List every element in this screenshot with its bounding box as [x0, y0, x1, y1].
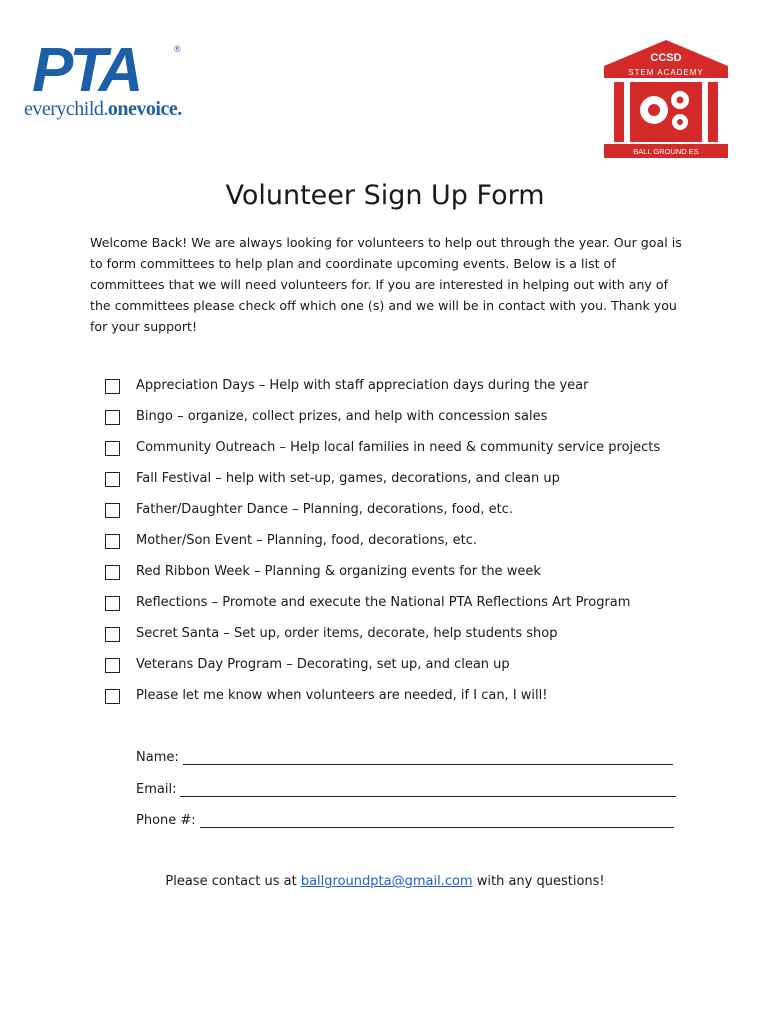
ccsd-logo-banner: STEM ACADEMY	[628, 68, 704, 77]
email-field-row	[136, 782, 676, 797]
committee-item	[105, 624, 705, 655]
pta-registered-mark: ®	[174, 44, 181, 54]
checkbox[interactable]	[105, 689, 120, 704]
committee-label: Veterans Day Program – Decorating, set up, and clean up	[136, 657, 510, 672]
name-field[interactable]	[183, 750, 673, 765]
ccsd-logo-top: CCSD	[650, 52, 682, 64]
committee-item	[105, 562, 705, 593]
checkbox[interactable]	[105, 410, 120, 425]
name-field-row	[136, 750, 673, 765]
column-right	[708, 82, 718, 142]
committee-label: Community Outreach – Help local families in need & community service projects	[136, 440, 661, 455]
committee-label: Please let me know when volunteers are needed, if I can, I will!	[136, 688, 548, 703]
committee-item	[105, 376, 705, 407]
checkbox[interactable]	[105, 441, 120, 456]
committee-label: Fall Festival – help with set-up, games, decorations, and clean up	[136, 471, 560, 486]
checkbox[interactable]	[105, 472, 120, 487]
committee-label: Reflections – Promote and execute the National PTA Reflections Art Program	[136, 595, 631, 610]
ccsd-stem-academy-logo	[600, 38, 732, 160]
committee-item	[105, 531, 705, 562]
name-label: Name:	[136, 750, 179, 765]
committee-label: Father/Daughter Dance – Planning, decorations, food, etc.	[136, 502, 513, 517]
intro-paragraph: Welcome Back! We are always looking for volunteers to help out through the year. Our goal is to form committees to help plan and coordinate upcoming events. Below is a list of committees that we will need volunteers for. If you are interested in helping out with any of the committees please check off which one (s) and we will be in contact with you. Thank you for your support!	[90, 235, 682, 334]
phone-field-row	[136, 813, 674, 828]
committee-item	[105, 593, 705, 624]
pta-logo-word: PTA	[32, 36, 140, 105]
committee-list	[105, 376, 705, 717]
email-label: Email:	[136, 782, 177, 797]
committee-item	[105, 407, 705, 438]
column-left	[614, 82, 624, 142]
pta-tagline-every: everychild.	[24, 98, 108, 120]
contact-line	[0, 874, 770, 889]
checkbox[interactable]	[105, 565, 120, 580]
pta-tagline-one: onevoice.	[107, 98, 182, 120]
committee-item	[105, 686, 705, 717]
committee-label: Mother/Son Event – Planning, food, decorations, etc.	[136, 533, 478, 548]
checkbox[interactable]	[105, 658, 120, 673]
checkbox[interactable]	[105, 379, 120, 394]
pta-logo	[24, 36, 194, 120]
checkbox[interactable]	[105, 627, 120, 642]
contact-prefix: Please contact us at	[165, 874, 301, 889]
email-field[interactable]	[180, 782, 676, 797]
committee-label: Secret Santa – Set up, order items, decorate, help students shop	[136, 626, 558, 641]
pta-tagline	[24, 98, 182, 121]
committee-item	[105, 469, 705, 500]
checkbox[interactable]	[105, 534, 120, 549]
phone-field[interactable]	[200, 813, 674, 828]
phone-label: Phone #:	[136, 813, 196, 828]
committee-item	[105, 500, 705, 531]
form-title: Volunteer Sign Up Form	[225, 180, 545, 211]
ccsd-logo-base: BALL GROUND ES	[633, 147, 699, 156]
committee-item	[105, 438, 705, 469]
contact-email-link[interactable]: ballgroundpta@gmail.com	[300, 874, 473, 889]
checkbox[interactable]	[105, 596, 120, 611]
committee-label: Appreciation Days – Help with staff appreciation days during the year	[136, 378, 589, 393]
committee-label: Bingo – organize, collect prizes, and help with concession sales	[136, 409, 548, 424]
committee-item	[105, 655, 705, 686]
committee-label: Red Ribbon Week – Planning & organizing events for the week	[136, 564, 541, 579]
contact-suffix: with any questions!	[472, 874, 605, 889]
checkbox[interactable]	[105, 503, 120, 518]
